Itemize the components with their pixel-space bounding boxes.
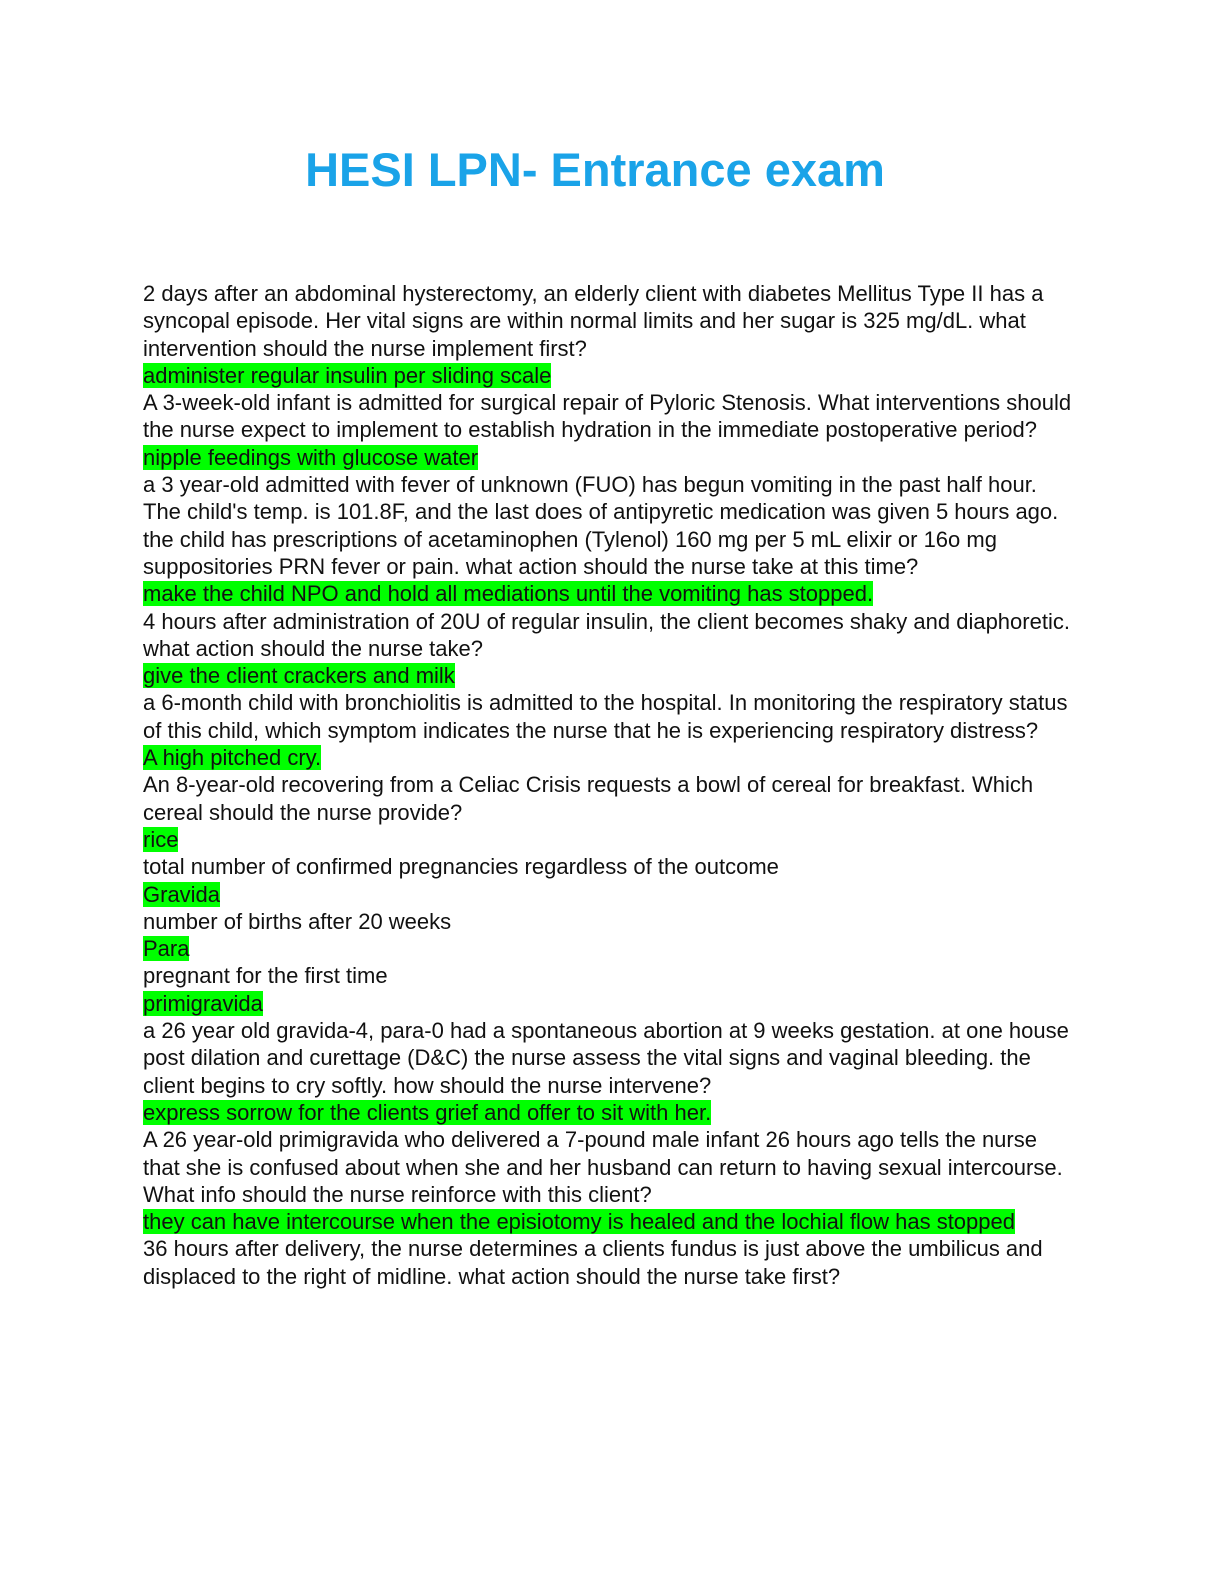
qa-item: [143, 389, 1073, 471]
answer-highlight: [143, 580, 1073, 607]
answer-highlight: [143, 1208, 1073, 1235]
question-text: 36 hours after delivery, the nurse determines a clients fundus is just above the umbilicus and displaced to the right of midline. what action should the nurse take first?: [143, 1236, 1043, 1289]
answer-text: primigravida: [143, 990, 263, 1016]
qa-item: [143, 689, 1073, 771]
qa-item: [143, 962, 1073, 1017]
question-text: number of births after 20 weeks: [143, 908, 452, 934]
answer-text: Gravida: [143, 881, 221, 907]
answer-text: Para: [143, 936, 190, 962]
answer-highlight: [143, 990, 1073, 1017]
question-text: total number of confirmed pregnancies regardless of the outcome: [143, 854, 779, 880]
answer-highlight: [143, 662, 1073, 689]
question-text: pregnant for the first time: [143, 963, 388, 989]
answer-text: A high pitched cry.: [143, 745, 322, 771]
answer-highlight: [143, 744, 1073, 771]
qa-item: [143, 853, 1073, 908]
answer-text: make the child NPO and hold all mediations until the vomiting has stopped.: [143, 581, 874, 607]
answer-highlight: [143, 444, 1073, 471]
answer-text: they can have intercourse when the episiotomy is healed and the lochial flow has stopped: [143, 1209, 1015, 1235]
answer-text: give the client crackers and milk: [143, 663, 455, 689]
qa-item: [143, 471, 1073, 607]
question-text: 2 days after an abdominal hysterectomy, an elderly client with diabetes Mellitus Type II has a syncopal episode. Her vital signs are within normal limits and her sugar is 325 mg/dL. what intervention should the nurse implement first?: [143, 281, 1044, 361]
question-text: a 26 year old gravida-4, para-0 had a spontaneous abortion at 9 weeks gestation. at one house post dilation and curettage (D&C) the nurse assess the vital signs and vaginal bleeding. the client begins to cry softly. how should the nurse intervene?: [143, 1018, 1069, 1098]
answer-highlight: [143, 935, 1073, 962]
answer-highlight: [143, 881, 1073, 908]
qa-item: [143, 608, 1073, 690]
qa-item: [143, 771, 1073, 853]
qa-item: [143, 280, 1073, 389]
question-text: An 8-year-old recovering from a Celiac Crisis requests a bowl of cereal for breakfast. Which cereal should the nurse provide?: [143, 772, 1034, 825]
answer-highlight: [143, 826, 1073, 853]
answer-text: express sorrow for the clients grief and offer to sit with her.: [143, 1099, 712, 1125]
question-text: 4 hours after administration of 20U of regular insulin, the client becomes shaky and diaphoretic. what action should the nurse take?: [143, 608, 1070, 661]
qa-list: [143, 280, 1073, 1290]
answer-highlight: [143, 1099, 1073, 1126]
answer-text: rice: [143, 826, 179, 852]
answer-text: administer regular insulin per sliding scale: [143, 362, 552, 388]
question-text: a 3 year-old admitted with fever of unknown (FUO) has begun vomiting in the past half hour. The child's temp. is 101.8F, and the last does of antipyretic medication was given 5 hours ago. the child has prescriptions of acetaminophen (Tylenol) 160 mg per 5 mL elixir or 16o mg suppositories PRN fever or pain. what action should the nurse take at this time?: [143, 472, 1059, 579]
qa-item: [143, 908, 1073, 963]
question-text: A 3-week-old infant is admitted for surgical repair of Pyloric Stenosis. What interventions should the nurse expect to implement to establish hydration in the immediate postoperative period?: [143, 390, 1072, 443]
qa-item: [143, 1235, 1073, 1290]
qa-item: [143, 1126, 1073, 1235]
page-title: HESI LPN- Entrance exam: [305, 143, 885, 196]
question-text: A 26 year-old primigravida who delivered a 7-pound male infant 26 hours ago tells the nurse that she is confused about when she and her husband can return to having sexual intercourse. What info should the nurse reinforce with this client?: [143, 1127, 1063, 1207]
answer-highlight: [143, 362, 1073, 389]
qa-item: [143, 1017, 1073, 1126]
answer-text: nipple feedings with glucose water: [143, 444, 479, 470]
question-text: a 6-month child with bronchiolitis is admitted to the hospital. In monitoring the respiratory status of this child, which symptom indicates the nurse that he is experiencing respiratory distress?: [143, 690, 1068, 743]
